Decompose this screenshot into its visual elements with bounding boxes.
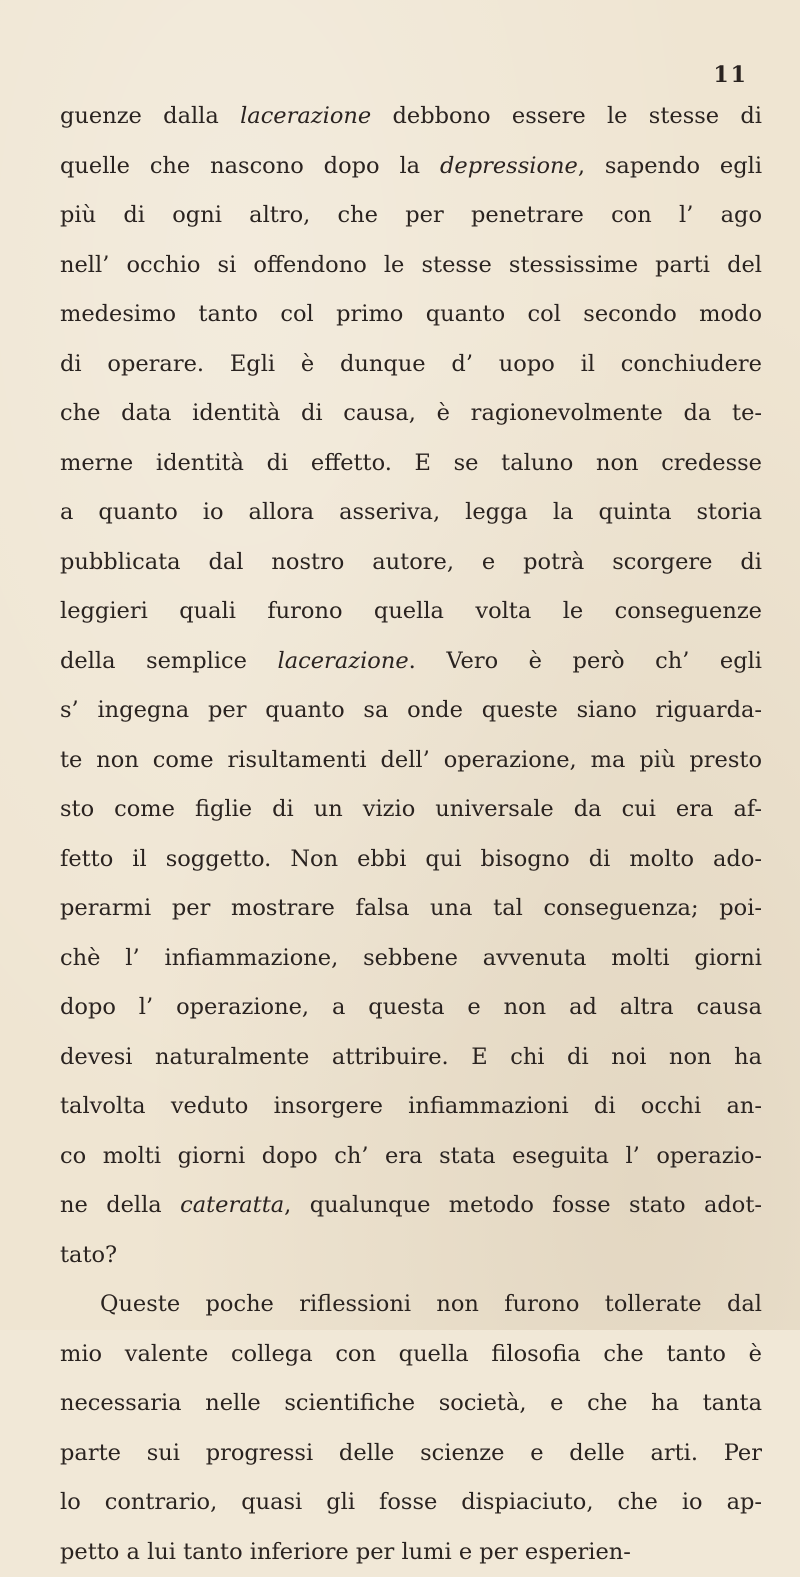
text-run: leggieri quali furono quella volta le conseguenze xyxy=(60,598,762,624)
text-run: della semplice xyxy=(60,648,278,674)
text-run: a quanto io allora asseriva, legga la quinta storia xyxy=(60,499,762,525)
text-run: nell’ occhio si offendono le stesse stessissime parti del xyxy=(60,252,762,278)
text-run: perarmi per mostrare falsa una tal conseguenza; poi- xyxy=(60,895,762,921)
text-run: merne identità di effetto. E se taluno non credesse xyxy=(60,450,762,476)
text-run: . Vero è però ch’ egli xyxy=(409,648,762,674)
body-text xyxy=(60,92,762,1577)
text-run: di operare. Egli è dunque d’ uopo il conchiudere xyxy=(60,351,762,377)
text-run: quelle che nascono dopo la xyxy=(60,153,440,179)
text-run: guenze dalla xyxy=(60,103,240,129)
text-line xyxy=(60,934,762,984)
text-line xyxy=(60,1379,762,1429)
text-run: dopo l’ operazione, a questa e non ad altra causa xyxy=(60,994,762,1020)
text-line xyxy=(60,142,762,192)
text-line xyxy=(60,736,762,786)
text-run: chè l’ infiammazione, sebbene avvenuta molti giorni xyxy=(60,945,762,971)
text-run: te non come risultamenti dell’ operazione, ma più presto xyxy=(60,747,762,773)
text-line xyxy=(60,1478,762,1528)
text-line xyxy=(60,1132,762,1182)
italic-term: lacerazione xyxy=(278,648,409,674)
text-line xyxy=(60,1280,762,1330)
text-line xyxy=(60,1330,762,1380)
text-run: , qualunque metodo fosse stato adot- xyxy=(284,1192,762,1218)
paragraph xyxy=(60,1280,762,1577)
text-line xyxy=(60,686,762,736)
text-line xyxy=(60,1528,762,1577)
text-run: co molti giorni dopo ch’ era stata eseguita l’ operazio- xyxy=(60,1143,762,1169)
text-run: che data identità di causa, è ragionevolmente da te- xyxy=(60,400,762,426)
text-run: petto a lui tanto inferiore per lumi e per esperien- xyxy=(60,1539,631,1565)
text-run: parte sui progressi delle scienze e delle arti. Per xyxy=(60,1440,762,1466)
text-line xyxy=(60,389,762,439)
text-line xyxy=(60,1231,762,1281)
text-line xyxy=(60,785,762,835)
text-line xyxy=(60,290,762,340)
italic-term: depressione xyxy=(440,153,578,179)
text-line xyxy=(60,835,762,885)
text-line xyxy=(60,1429,762,1479)
text-line xyxy=(60,538,762,588)
text-line xyxy=(60,587,762,637)
page-number: 11 xyxy=(713,62,748,88)
italic-term: lacerazione xyxy=(240,103,371,129)
text-run: necessaria nelle scientifiche società, e che ha tanta xyxy=(60,1390,762,1416)
text-line xyxy=(60,983,762,1033)
text-line xyxy=(60,241,762,291)
text-run: pubblicata dal nostro autore, e potrà scorgere di xyxy=(60,549,762,575)
text-run: s’ ingegna per quanto sa onde queste siano riguarda- xyxy=(60,697,762,723)
text-line xyxy=(60,488,762,538)
text-line xyxy=(60,92,762,142)
text-line xyxy=(60,439,762,489)
text-line xyxy=(60,191,762,241)
text-run: medesimo tanto col primo quanto col secondo modo xyxy=(60,301,762,327)
text-line xyxy=(60,884,762,934)
text-run: , sapendo egli xyxy=(578,153,762,179)
text-run: più di ogni altro, che per penetrare con l’ ago xyxy=(60,202,762,228)
text-line xyxy=(60,637,762,687)
paragraph xyxy=(60,92,762,1280)
text-line xyxy=(60,1181,762,1231)
text-run: talvolta veduto insorgere infiammazioni di occhi an- xyxy=(60,1093,762,1119)
text-run: devesi naturalmente attribuire. E chi di noi non ha xyxy=(60,1044,762,1070)
text-run: debbono essere le stesse di xyxy=(371,103,762,129)
text-line xyxy=(60,340,762,390)
italic-term: cateratta xyxy=(180,1192,284,1218)
text-run: mio valente collega con quella filosofia che tanto è xyxy=(60,1341,762,1367)
text-run: ne della xyxy=(60,1192,180,1218)
text-line xyxy=(60,1082,762,1132)
text-run: sto come figlie di un vizio universale da cui era af- xyxy=(60,796,762,822)
text-line xyxy=(60,1033,762,1083)
text-run: fetto il soggetto. Non ebbi qui bisogno di molto ado- xyxy=(60,846,762,872)
text-run: Queste poche riflessioni non furono tollerate dal xyxy=(100,1291,762,1317)
text-run: lo contrario, quasi gli fosse dispiaciuto, che io ap- xyxy=(60,1489,762,1515)
text-run: tato? xyxy=(60,1242,117,1268)
